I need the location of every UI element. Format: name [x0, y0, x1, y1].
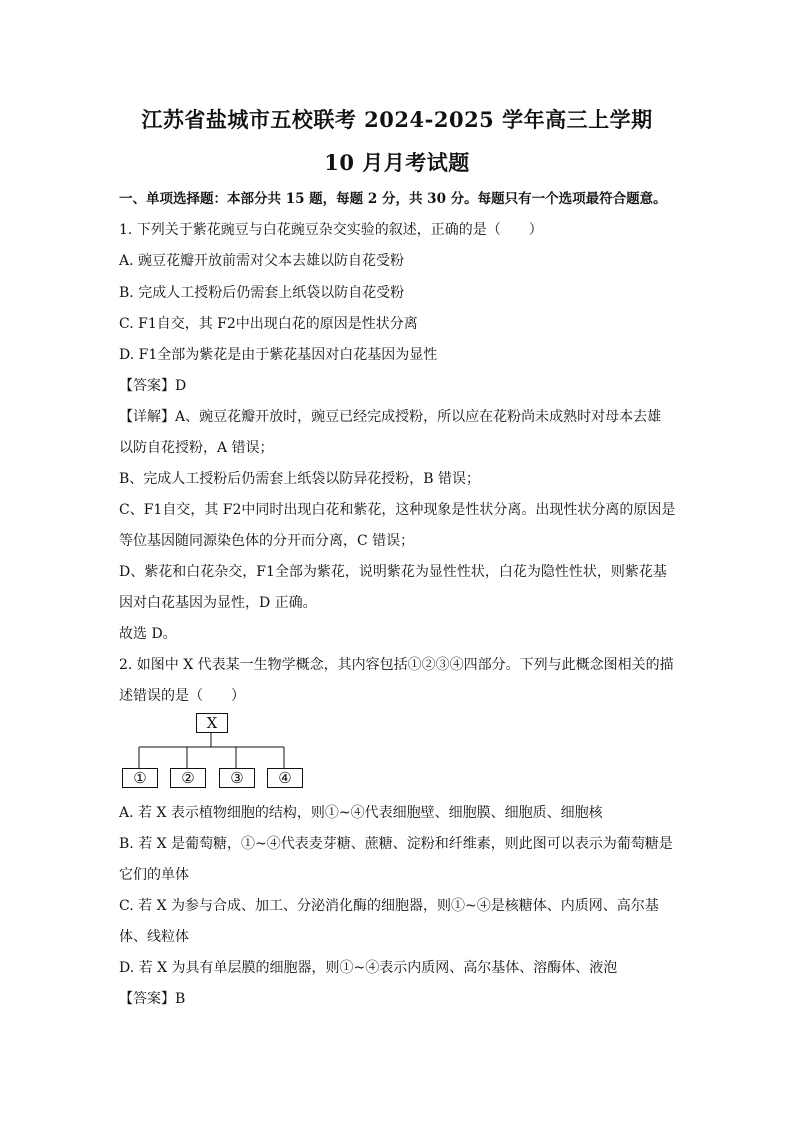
section-heading: 一、单项选择题：本部分共 15 题，每题 2 分，共 30 分。每题只有一个选项最符合题意。 [119, 191, 667, 207]
diagram-child-1: ① [122, 768, 158, 788]
page-title-line1: 江苏省盐城市五校联考 2024-2025 学年高三上学期 [141, 107, 653, 132]
q1-stem: 1. 下列关于紫花豌豆与白花豌豆杂交实验的叙述，正确的是（ ） [119, 222, 543, 238]
q2-option-b-2: 它们的单体 [119, 867, 189, 883]
q1-explanation-5: 等位基因随同源染色体的分开而分离，C 错误； [119, 533, 415, 549]
q1-option-d: D. F1全部为紫花是由于紫花基因对白花基因为显性 [119, 347, 438, 363]
diagram-child-3: ③ [219, 768, 255, 788]
q1-option-c: C. F1自交，其 F2中出现白花的原因是性状分离 [119, 316, 418, 332]
concept-diagram [119, 710, 319, 800]
q1-explanation-7: 因对白花基因为显性，D 正确。 [119, 595, 317, 611]
q1-final: 故选 D。 [119, 626, 177, 642]
q1-answer: 【答案】D [119, 378, 187, 394]
diagram-child-4: ④ [267, 768, 303, 788]
q2-option-c-1: C. 若 X 为参与合成、加工、分泌消化酶的细胞器，则①~④是核糖体、内质网、高尔基 [119, 898, 659, 914]
q1-explanation-4: C、F1自交，其 F2中同时出现白花和紫花，这种现象是性状分离。出现性状分离的原因是 [119, 502, 676, 518]
q1-explanation-3: B、完成人工授粉后仍需套上纸袋以防异花授粉，B 错误； [119, 471, 481, 487]
diagram-child-2: ② [170, 768, 206, 788]
q1-explanation-1: 【详解】A、豌豆花瓣开放时，豌豆已经完成授粉，所以应在花粉尚未成熟时对母本去雄 [119, 409, 662, 425]
q1-option-a: A. 豌豆花瓣开放前需对父本去雄以防自花受粉 [119, 253, 405, 269]
page-title-line2: 10 月月考试题 [324, 150, 470, 175]
q2-stem-2: 述错误的是（ ） [119, 688, 245, 704]
q1-explanation-6: D、紫花和白花杂交，F1全部为紫花，说明紫花为显性性状，白花为隐性性状，则紫花基 [119, 564, 667, 580]
q1-explanation-2: 以防自花授粉，A 错误； [119, 440, 274, 456]
q2-option-b-1: B. 若 X 是葡萄糖，①~④代表麦芽糖、蔗糖、淀粉和纤维素，则此图可以表示为葡萄糖是 [119, 836, 673, 852]
q1-option-b: B. 完成人工授粉后仍需套上纸袋以防自花受粉 [119, 285, 405, 301]
q2-option-a: A. 若 X 表示植物细胞的结构，则①~④代表细胞壁、细胞膜、细胞质、细胞核 [119, 805, 603, 821]
q2-answer: 【答案】B [119, 991, 186, 1007]
q2-option-d: D. 若 X 为具有单层膜的细胞器，则①~④表示内质网、高尔基体、溶酶体、液泡 [119, 960, 618, 976]
q2-stem-1: 2. 如图中 X 代表某一生物学概念，其内容包括①②③④四部分。下列与此概念图相关的描 [119, 657, 674, 673]
q2-option-c-2: 体、线粒体 [119, 929, 189, 945]
diagram-root-x: X [196, 713, 228, 733]
